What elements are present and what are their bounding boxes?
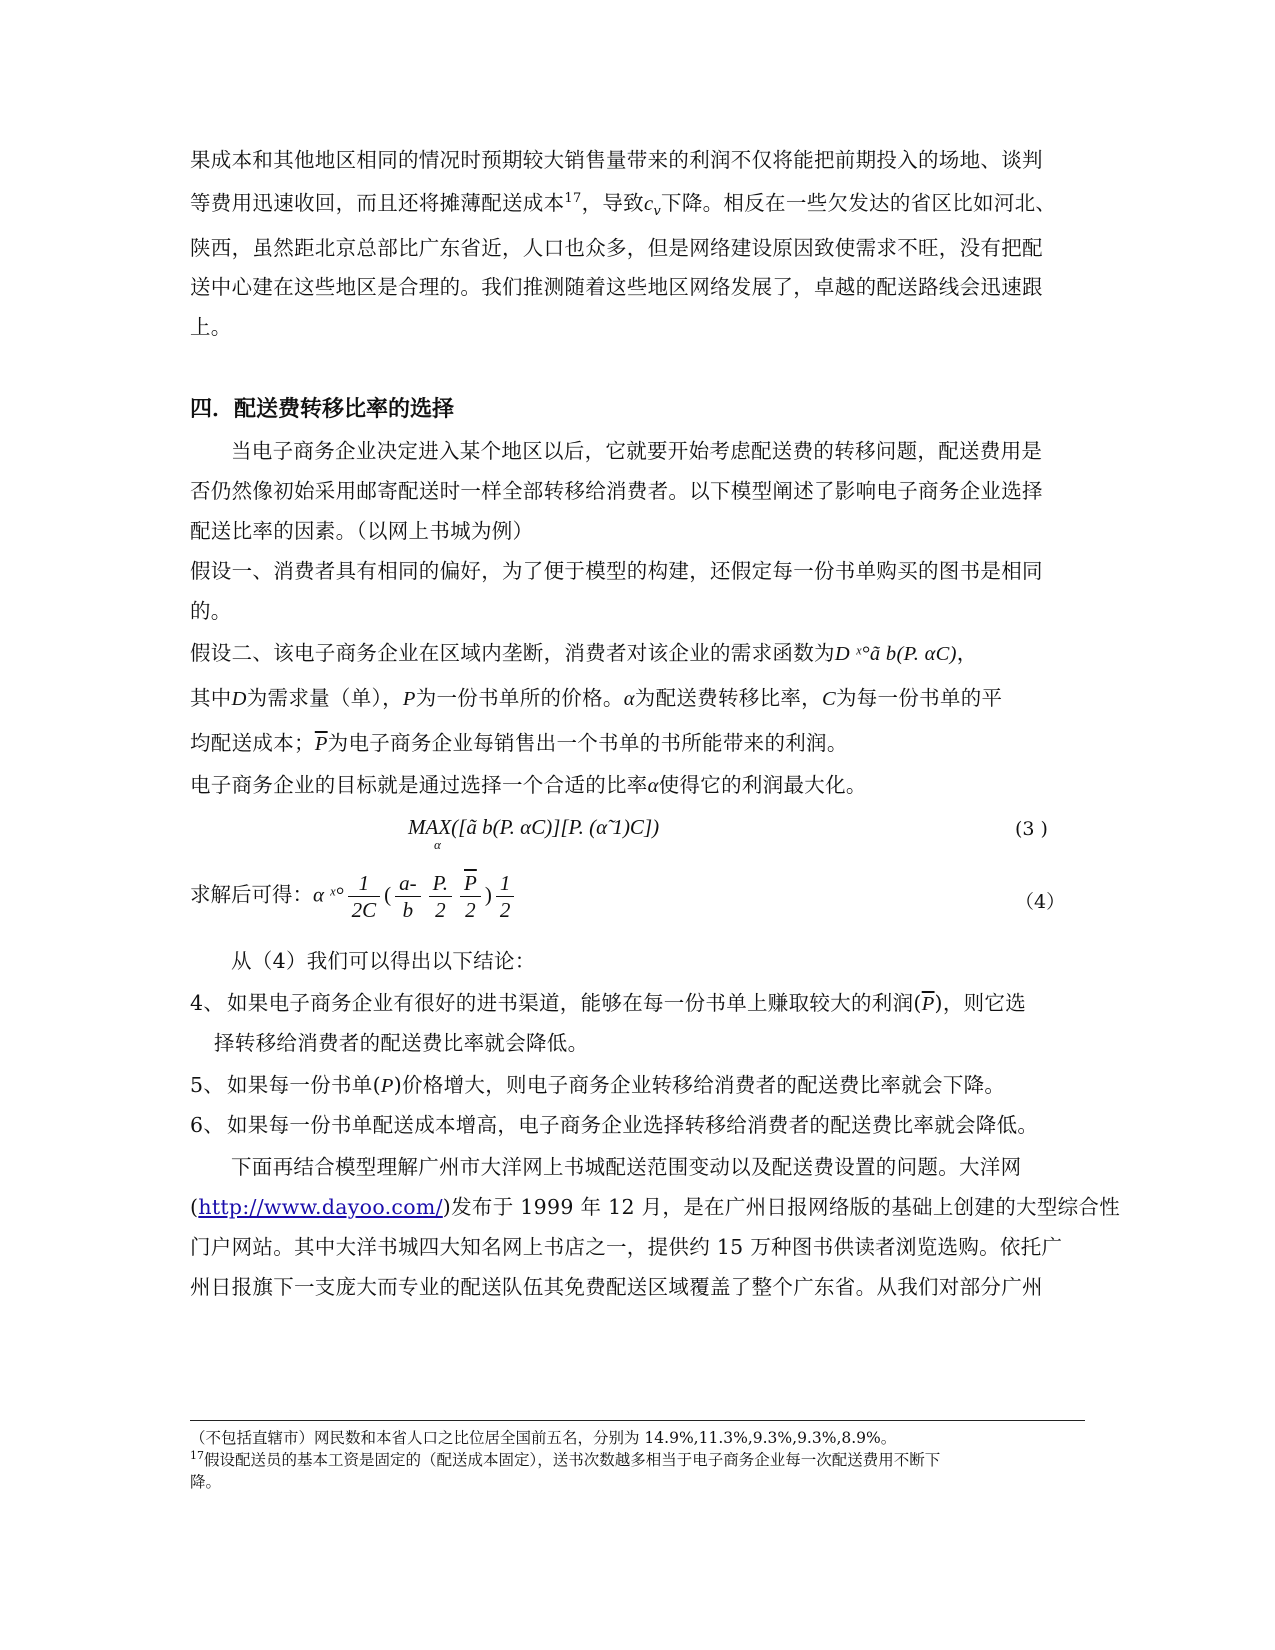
footnote-text: 假设配送员的基本工资是固定的（配送成本固定），送书次数越多相当于电子商务企业每一次配送费用不断下: [204, 1451, 941, 1469]
equation-number: （4）: [1015, 891, 1066, 913]
text-run: 如果电子商务企业有很好的进书渠道，能够在每一份书单上赚取较大的利润(: [227, 991, 922, 1015]
math-variable: C: [821, 688, 836, 710]
numerator: P.: [429, 870, 452, 897]
max-subscript: α: [434, 837, 441, 852]
text-run: 的。: [190, 599, 232, 623]
numerator: 1: [348, 870, 381, 897]
text-run: 假设一、消费者具有相同的偏好，为了便于模型的构建，还假定每一份书单购买的图书是相同: [190, 559, 1043, 583]
paragraph-line: [190, 728, 1090, 759]
math-variable: P: [380, 1075, 394, 1097]
footnote-ref: 17: [564, 191, 582, 207]
text-run: ，: [956, 641, 978, 665]
text-run: )发布于 1999 年 12 月，是在广州日报网络版的基础上创建的大型综合性: [442, 1195, 1121, 1219]
text-run: (: [190, 1195, 199, 1219]
text-run: 如果每一份书单配送成本增高，电子商务企业选择转移给消费者的配送费比率就会降低。: [227, 1113, 1039, 1137]
text-run: 否仍然像初始采用邮寄配送时一样全部转移给消费者。以下模型阐述了影响电子商务企业选择: [190, 479, 1043, 503]
paragraph-line: [190, 476, 1090, 506]
paragraph-line: [190, 312, 1090, 342]
paragraph-line: [190, 233, 1090, 263]
fraction: [395, 870, 421, 923]
denominator: 2: [499, 898, 511, 922]
list-item: [190, 1110, 1090, 1140]
footnote-text: （不包括直辖市）网民数和本省人口之比位居全国前五名，分别为 14.9%,11.3%,9.3%,9.3%,8.9%。: [190, 1429, 897, 1447]
list-item-continuation: [214, 1028, 1114, 1058]
text-run: )，则它选: [934, 991, 1027, 1015]
text-run: 为一份书单所的价格。: [415, 686, 624, 710]
paragraph-line: [190, 272, 1090, 302]
paragraph-line: [231, 946, 1131, 976]
text-run: 其中: [190, 686, 232, 710]
paragraph-line: [190, 1272, 1090, 1302]
list-item: [190, 988, 1090, 1019]
list-item: [190, 1070, 1090, 1101]
footnote-continuation: [190, 1472, 1090, 1493]
demand-function: D ˣ°ã b(P. αC): [834, 643, 957, 665]
footnote: [190, 1450, 1090, 1471]
text-run: 配送比率的因素。（以网上书城为例）: [190, 519, 534, 543]
text-run: 从（4）我们可以得出以下结论：: [231, 949, 536, 973]
equation-3: [408, 815, 660, 852]
text-run: 为需求量（单），: [246, 686, 403, 710]
paragraph-line: [231, 436, 1131, 466]
math-variable: α: [623, 688, 635, 710]
text-run: 为配送费转移比率，: [634, 686, 822, 710]
equation-number: (3 ): [1015, 818, 1048, 840]
numerator: $\overline{P}$: [460, 870, 481, 897]
text-run: 电子商务企业的目标就是通过选择一个合适的比率: [190, 773, 648, 797]
text-run: 陕西，虽然距北京总部比广东省近，人口也众多，但是网络建设原因致使需求不旺，没有把配: [190, 236, 1043, 260]
numerator: 1: [496, 870, 515, 897]
math-variable: α: [647, 775, 659, 797]
equation-lhs: α ˣ°: [313, 882, 344, 907]
text-run: 假设二、该电子商务企业在区域内垄断，消费者对该企业的需求函数为: [190, 641, 835, 665]
text-run: 为每一份书单的平: [835, 686, 1003, 710]
denominator: 2C: [351, 898, 377, 922]
paragraph-line: [190, 556, 1090, 586]
max-label: MAX: [408, 815, 452, 839]
numerator: a-: [395, 870, 421, 897]
equation-label: 求解后可得：: [190, 882, 313, 907]
paragraph-line: [190, 596, 1090, 626]
max-operator: [408, 815, 452, 852]
paragraph-line: [190, 770, 1090, 801]
text-run: 均配送成本；: [190, 731, 315, 755]
text-run: )价格增大，则电子商务企业转移给消费者的配送费比率就会下降。: [393, 1073, 1006, 1097]
fraction: [460, 870, 481, 923]
paragraph-line: [231, 1152, 1131, 1182]
fraction: [348, 870, 381, 923]
text-run: 门户网站。其中大洋书城四大知名网上书店之一，提供约 15 万种图书供读者浏览选购。依托广: [190, 1235, 1063, 1259]
denominator: 2: [465, 898, 476, 922]
text-run: 择转移给消费者的配送费比率就会降低。: [214, 1031, 589, 1055]
paren-close: ): [484, 882, 492, 907]
math-variable: D: [231, 688, 247, 710]
text-run: 下面再结合模型理解广州市大洋网上书城配送范围变动以及配送费设置的问题。大洋网: [231, 1155, 1022, 1179]
text-run: 果成本和其他地区相同的情况时预期较大销售量带来的利润不仅将能把前期投入的场地、谈判: [190, 148, 1043, 172]
math-variable: c: [643, 193, 654, 215]
text-run: 等费用迅速收回，而且还将摊薄配送成本: [190, 191, 565, 215]
text-run: 如果每一份书单(: [227, 1073, 381, 1097]
paragraph-line: [190, 516, 1090, 546]
text-run: 州日报旗下一支庞大而专业的配送队伍其免费配送区域覆盖了整个广东省。从我们对部分广州: [190, 1275, 1043, 1299]
list-number: 6、: [190, 1113, 225, 1137]
denominator: b: [402, 898, 414, 922]
text-run: 使得它的利润最大化。: [658, 773, 867, 797]
list-number: 5、: [190, 1073, 225, 1097]
paragraph-line: [190, 683, 1090, 714]
math-subscript: v: [653, 204, 662, 220]
dayoo-link[interactable]: http://www.dayoo.com/: [198, 1195, 443, 1219]
footnote-separator: [190, 1420, 1085, 1421]
equation-body: ([ã b(P. αC)][P. (α̃ 1)C]): [451, 815, 660, 839]
list-number: 4、: [190, 991, 225, 1015]
section-heading: 四．配送费转移比率的选择: [190, 397, 455, 422]
paragraph-line: [190, 1192, 1121, 1222]
text-run: 下降。相反在一些欠发达的省区比如河北、: [661, 191, 1057, 215]
denominator: 2: [435, 898, 446, 922]
text-run: 为电子商务企业每销售出一个书单的书所能带来的利润。: [327, 731, 848, 755]
paragraph-line: [190, 1232, 1090, 1262]
math-variable: $\overline{P}$: [921, 993, 935, 1015]
fraction: [429, 870, 452, 923]
math-variable: P: [402, 688, 416, 710]
footnote: [190, 1428, 1090, 1449]
text-run: 上。: [190, 315, 232, 339]
footnote-marker: 17: [190, 1448, 204, 1462]
paragraph-line: [190, 145, 1090, 175]
paren-open: (: [384, 882, 392, 907]
text-run: ，导致: [581, 191, 644, 215]
fraction: [496, 870, 515, 923]
text-run: 当电子商务企业决定进入某个地区以后，它就要开始考虑配送费的转移问题，配送费用是: [231, 439, 1043, 463]
paragraph-line: [190, 188, 1090, 219]
equation-4: [190, 870, 518, 923]
paragraph-line: [190, 638, 1090, 669]
math-variable: $\overline{P}$: [314, 733, 328, 755]
footnote-text: 降。: [190, 1473, 222, 1491]
text-run: 送中心建在这些地区是合理的。我们推测随着这些地区网络发展了，卓越的配送路线会迅速跟: [190, 275, 1043, 299]
